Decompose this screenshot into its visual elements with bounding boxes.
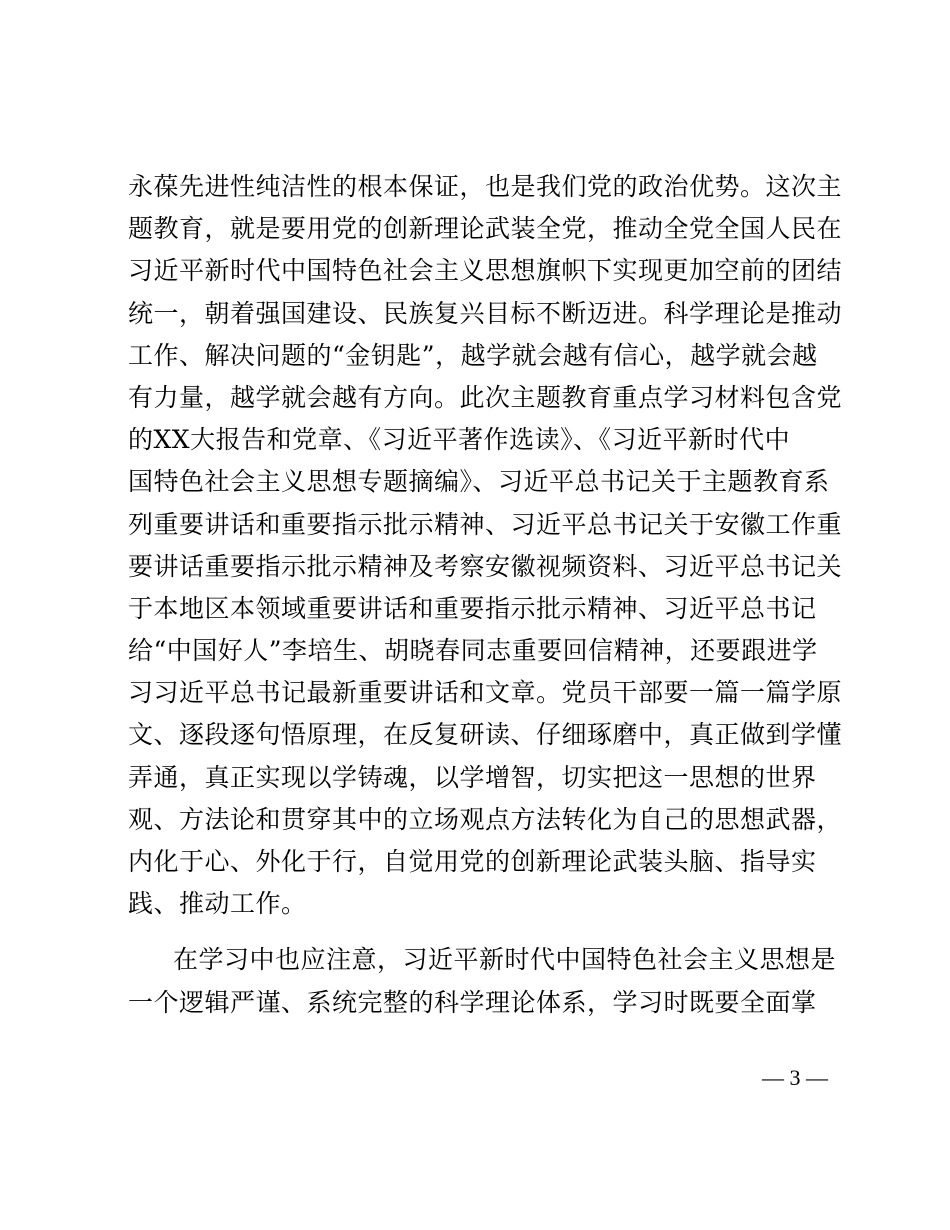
text-line: 文、逐段逐句悟原理，在反复研读、仔细琢磨中，真正做到学懂 — [128, 720, 843, 750]
text-line: 统一，朝着强国建设、民族复兴目标不断迈进。科学理论是推动 — [128, 298, 843, 328]
text-line: 内化于心、外化于行，自觉用党的创新理论武装头脑、指导实 — [128, 847, 817, 876]
page-number: — 3 — — [762, 1065, 828, 1090]
text-line: 要讲话重要指示批示精神及考察安徽视频资料、习近平总书记关 — [128, 551, 843, 581]
paragraph-2 — [128, 939, 837, 1023]
text-line: 践、推动工作。 — [128, 889, 307, 919]
text-line: 给“中国好人”李培生、胡晓春同志重要回信精神，还要跟进学 — [128, 636, 818, 666]
text-line: 永葆先进性纯洁性的根本保证，也是我们党的政治优势。这次主 — [128, 172, 843, 201]
text-line: 有力量，越学就会越有方向。此次主题教育重点学习材料包含党 — [128, 382, 843, 412]
text-line: 一个逻辑严谨、系统完整的科学理论体系，学习时既要全面掌 — [128, 987, 817, 1017]
text-line: 题教育，就是要用党的创新理论武装全党，推动全党全国人民在 — [128, 214, 843, 244]
text-line: 弄通，真正实现以学铸魂，以学增智，切实把这一思想的世界 — [128, 762, 817, 792]
text-line: 习近平新时代中国特色社会主义思想旗帜下实现更加空前的团结 — [128, 256, 843, 286]
text-line: 列重要讲话和重要指示批示精神、习近平总书记关于安徽工作重 — [128, 509, 843, 539]
text-line: 国特色社会主义思想专题摘编》、习近平总书记关于主题教育系 — [128, 467, 830, 497]
text-line: 观、方法论和贯穿其中的立场观点方法转化为自己的思想武器， — [128, 804, 843, 834]
paragraph-spacing — [128, 925, 828, 939]
paragraph-1 — [128, 166, 843, 925]
text-line: 于本地区本领域重要讲话和重要指示批示精神、习近平总书记 — [128, 593, 817, 623]
text-line: 工作、解决问题的“金钥匙”，越学就会越有信心，越学就会越 — [128, 340, 818, 370]
text-line: 的XX大报告和党章、《习近平著作选读》、《习近平新时代中 — [128, 425, 791, 455]
body-text — [128, 166, 843, 1024]
text-line: 在学习中也应注意，习近平新时代中国特色社会主义思想是 — [173, 945, 837, 975]
text-line: 习习近平总书记最新重要讲话和文章。党员干部要一篇一篇学原 — [128, 678, 843, 708]
